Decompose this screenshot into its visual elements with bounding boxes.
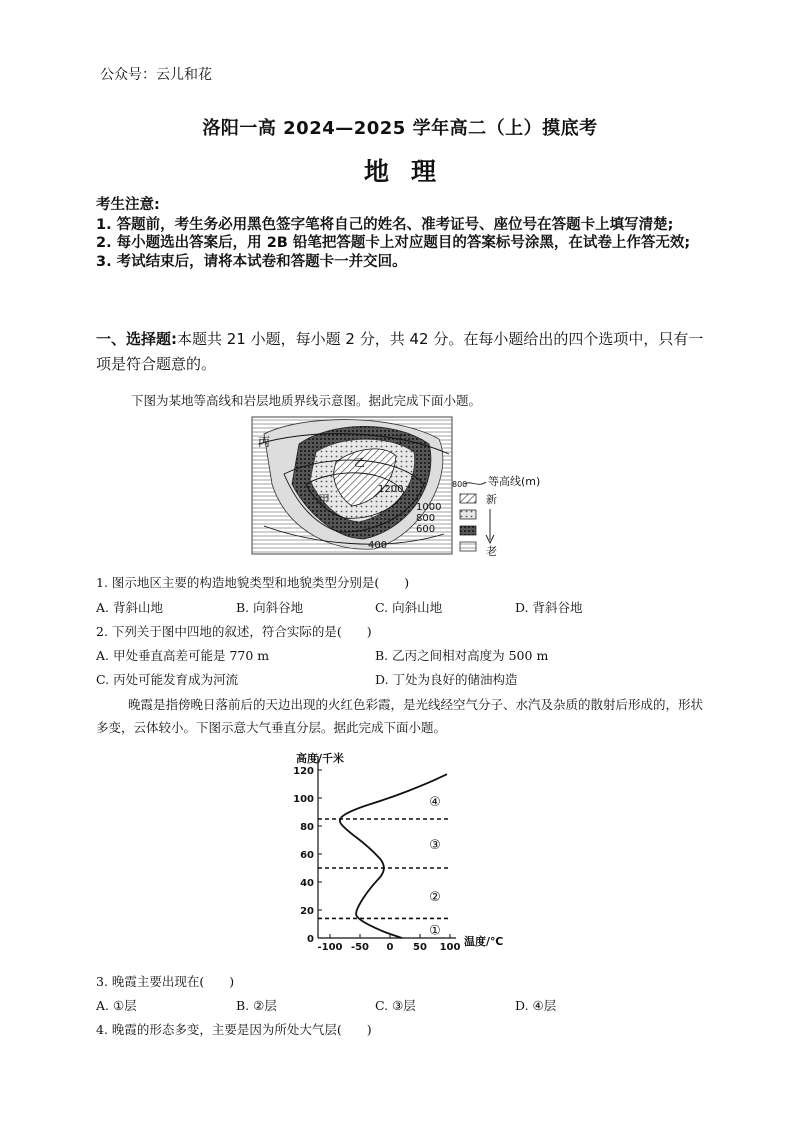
q2-option-c[interactable]: C. 丙处可能发育成为河流: [96, 672, 239, 687]
x-tick-label: 100: [439, 942, 461, 953]
y-tick-label: 100: [293, 794, 314, 805]
atmosphere-layer-chart: [280, 748, 510, 953]
x-tick-label: -50: [350, 942, 370, 953]
section-1-text: 本题共 21 小题，每小题 2 分，共 42 分。在每小题给出的四个选项中，只有一项是符合题意的。: [96, 330, 704, 373]
x-tick-label: 50: [413, 942, 427, 953]
contour-geology-map: [244, 414, 544, 559]
layer-label-4: ④: [429, 794, 441, 810]
label-yi: 乙: [354, 456, 365, 469]
section-1-heading: [96, 327, 716, 377]
q1-option-a[interactable]: A. 背斜山地: [96, 600, 163, 615]
y-tick-label: 0: [307, 934, 314, 945]
contour-value-600: 600: [416, 524, 436, 535]
legend-contour-text: 等高线(m): [488, 475, 541, 488]
q1-option-c[interactable]: C. 向斜山地: [375, 600, 443, 615]
question-4-stem: 4. 晚霞的形态多变，主要是因为所处大气层( ): [96, 1022, 372, 1037]
q3-option-c[interactable]: C. ③层: [375, 998, 416, 1013]
contour-value-1000: 1000: [416, 502, 442, 513]
y-tick-label: 80: [300, 822, 314, 833]
legend-old-text: 老: [486, 545, 497, 558]
notice-item-1: 1. 答题前，考生务必用黑色签字笔将自己的姓名、准考证号、座位号在答题卡上填写清楚;: [96, 216, 674, 233]
contour-value-400: 400: [368, 540, 388, 551]
q3-option-a[interactable]: A. ①层: [96, 998, 137, 1013]
notice-item-3: 3. 考试结束后，请将本试卷和答题卡一并交回。: [96, 253, 407, 270]
layer-label-3: ③: [429, 838, 441, 854]
section-1-label: 一、选择题:: [96, 330, 177, 348]
notice-heading: 考生注意:: [96, 197, 160, 213]
q3-option-d[interactable]: D. ④层: [515, 998, 557, 1013]
y-axis-label: 高度/千米: [296, 752, 345, 765]
q3-option-b[interactable]: B. ②层: [236, 998, 277, 1013]
candidate-notice: [96, 196, 716, 271]
y-tick-label: 120: [293, 766, 314, 777]
legend-dots-swatch: [460, 510, 476, 519]
x-tick-label: -100: [317, 942, 343, 953]
q2-option-b[interactable]: B. 乙丙之间相对高度为 500 m: [375, 648, 549, 663]
notice-item-2: 2. 每小题选出答案后，用 2B 铅笔把答题卡上对应题目的答案标号涂黑，在试卷上作答无效;: [96, 235, 691, 251]
legend-contour-line: [464, 482, 486, 484]
y-tick-label: 20: [300, 906, 314, 917]
q1-option-d[interactable]: D. 背斜谷地: [515, 600, 583, 615]
question-1-stem: 1. 图示地区主要的构造地貌类型和地貌类型分别是( ): [96, 575, 410, 590]
label-bing: 丙: [258, 435, 271, 449]
q2-option-d[interactable]: D. 丁处为良好的储油构造: [375, 672, 518, 687]
legend-new-text: 新: [486, 493, 497, 506]
contour-value-800: 800: [416, 513, 436, 524]
q2-option-a[interactable]: A. 甲处垂直高差可能是 770 m: [96, 648, 270, 663]
y-tick-label: 60: [300, 850, 314, 861]
legend-grid-swatch: [460, 526, 476, 535]
layer-label-2: ②: [429, 890, 441, 905]
public-account: 公众号：云儿和花: [100, 67, 212, 83]
group-1-intro: 下图为某地等高线和岩层地质界线示意图。据此完成下面小题。: [131, 393, 482, 408]
x-axis-label: 温度/℃: [464, 935, 504, 948]
y-tick-label: 40: [300, 878, 314, 889]
legend-new-swatch: [460, 494, 476, 503]
x-tick-label: 0: [386, 942, 394, 953]
contour-value-1200: 1200: [378, 484, 404, 495]
question-3-stem: 3. 晚霞主要出现在( ): [96, 974, 235, 989]
exam-subject: 地理: [363, 157, 458, 186]
group-2-intro: 晚霞是指傍晚日落前后的天边出现的火红色彩霞，是光线经空气分子、水汽及杂质的散射后形成的，形状多变，云体较小。下图示意大气垂直分层。据此完成下面小题。: [96, 697, 704, 735]
label-jia: 甲: [318, 493, 331, 507]
label-ding: 丁: [394, 433, 407, 447]
q1-option-b[interactable]: B. 向斜谷地: [236, 600, 304, 615]
legend-old-swatch: [460, 542, 476, 551]
exam-title: 洛阳一高 2024—2025 学年高二（上）摸底考: [202, 118, 598, 139]
layer-label-1: ①: [429, 923, 441, 939]
legend-contour-sample: 800: [452, 480, 468, 489]
question-2-stem: 2. 下列关于图中四地的叙述，符合实际的是( ): [96, 624, 372, 639]
